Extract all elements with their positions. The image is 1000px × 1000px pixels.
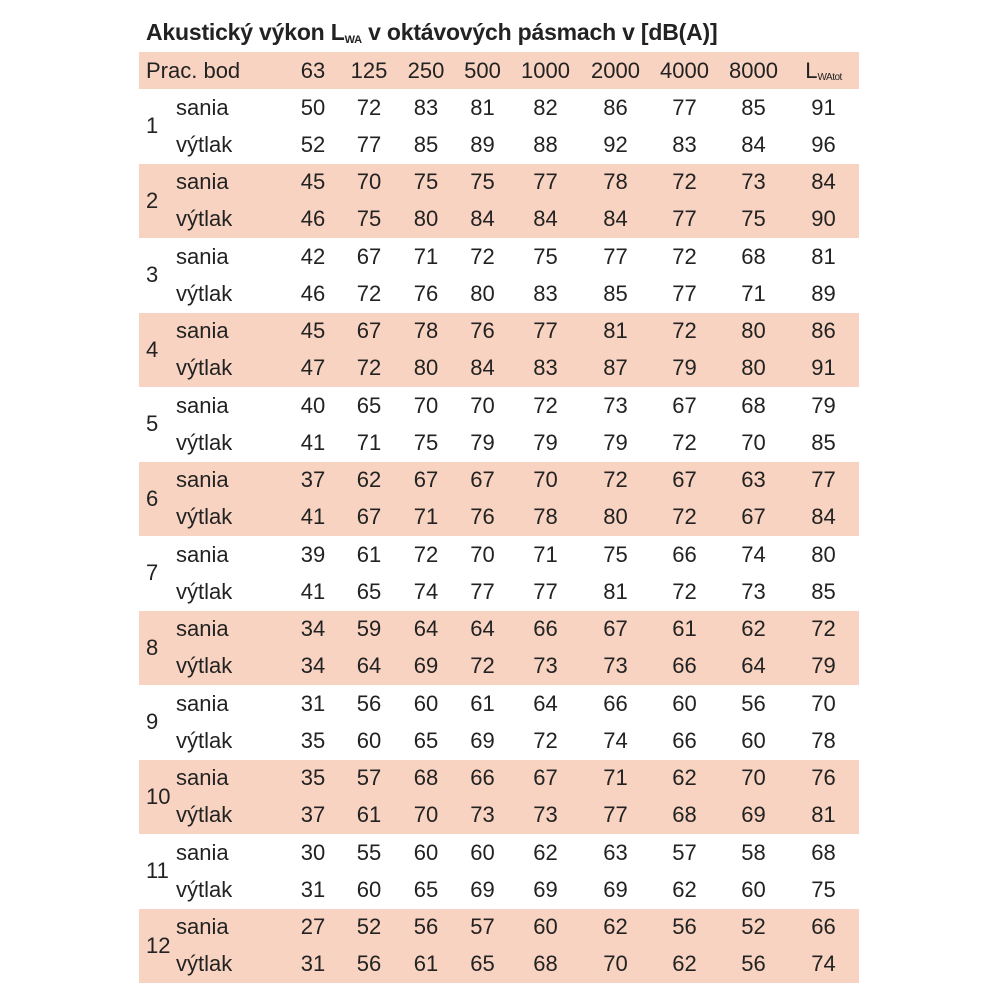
value-band-4000: 67	[672, 392, 697, 418]
value-band-8000: 63	[719, 462, 788, 499]
value-band-125: 67	[356, 243, 382, 269]
value-band-8000: 56	[719, 946, 788, 983]
value-band-63: 50	[300, 94, 326, 120]
value-band-500: 64	[455, 611, 510, 648]
value-band-125: 60	[356, 727, 382, 753]
working-point-number: 2	[139, 164, 175, 239]
working-point-number: 6	[139, 462, 175, 537]
value-band-8000: 71	[741, 280, 766, 306]
value-band-250: 65	[413, 727, 439, 753]
table-row-11-suction	[139, 834, 859, 871]
suction-label: sania	[175, 909, 285, 946]
value-total: 91	[788, 350, 859, 387]
value-total: 72	[788, 611, 859, 648]
value-band-63: 35	[285, 760, 341, 797]
value-total: 91	[811, 94, 836, 120]
value-band-8000: 73	[741, 578, 766, 604]
value-band-4000: 66	[672, 541, 697, 567]
value-band-8000: 68	[741, 392, 766, 418]
value-band-63: 47	[285, 350, 341, 387]
value-band-125: 56	[341, 946, 397, 983]
value-band-2000: 74	[603, 727, 628, 753]
value-band-125: 75	[341, 201, 397, 238]
value-band-250: 74	[413, 578, 439, 604]
discharge-label: výtlak	[176, 131, 233, 157]
table-row-7-suction	[139, 536, 859, 573]
value-band-500: 61	[470, 690, 495, 716]
value-band-500: 89	[470, 131, 495, 157]
value-band-4000: 72	[650, 313, 719, 350]
value-band-63: 34	[285, 648, 341, 685]
value-total: 77	[788, 462, 859, 499]
value-band-1000: 67	[510, 760, 581, 797]
header-band-250: 250	[397, 52, 455, 89]
value-band-8000: 60	[741, 727, 766, 753]
value-band-125: 60	[356, 876, 382, 902]
discharge-label: výtlak	[176, 727, 233, 753]
value-band-1000: 69	[533, 876, 558, 902]
value-band-125: 59	[341, 611, 397, 648]
value-band-4000: 68	[650, 797, 719, 834]
value-band-125: 65	[356, 392, 382, 418]
value-total: 76	[788, 760, 859, 797]
value-band-500: 73	[455, 797, 510, 834]
value-total: 75	[811, 876, 836, 902]
value-band-8000: 74	[741, 541, 766, 567]
value-total: 85	[811, 578, 836, 604]
suction-label: sania	[176, 541, 229, 567]
value-band-2000: 86	[603, 94, 628, 120]
value-band-63: 31	[285, 946, 341, 983]
discharge-label: výtlak	[176, 578, 233, 604]
value-band-500: 67	[455, 462, 510, 499]
discharge-label: výtlak	[176, 429, 233, 455]
value-band-500: 81	[470, 94, 495, 120]
value-band-2000: 87	[581, 350, 650, 387]
acoustic-power-table	[139, 52, 859, 983]
table-body	[139, 89, 859, 983]
value-total: 66	[788, 909, 859, 946]
value-band-1000: 72	[533, 392, 558, 418]
value-band-250: 80	[397, 350, 455, 387]
value-band-250: 85	[413, 131, 439, 157]
value-band-4000: 56	[650, 909, 719, 946]
value-band-4000: 66	[672, 727, 697, 753]
value-band-8000: 60	[741, 876, 766, 902]
value-band-8000: 70	[719, 760, 788, 797]
discharge-label: výtlak	[175, 499, 285, 536]
value-band-125: 57	[341, 760, 397, 797]
value-total: 84	[788, 164, 859, 201]
value-band-4000: 83	[672, 131, 697, 157]
value-band-250: 75	[413, 429, 439, 455]
value-band-1000: 77	[510, 313, 581, 350]
value-band-500: 84	[455, 350, 510, 387]
value-band-250: 75	[397, 164, 455, 201]
value-band-250: 68	[397, 760, 455, 797]
value-band-1000: 84	[510, 201, 581, 238]
table-row-5-suction	[139, 387, 859, 424]
value-band-2000: 81	[581, 313, 650, 350]
value-band-250: 71	[397, 499, 455, 536]
table-row-4-suction	[139, 313, 859, 350]
value-band-63: 31	[300, 876, 326, 902]
discharge-label: výtlak	[175, 946, 285, 983]
value-band-250: 83	[413, 94, 439, 120]
suction-label: sania	[176, 392, 229, 418]
value-band-8000: 68	[741, 243, 766, 269]
header-band-125: 125	[341, 52, 397, 89]
value-band-4000: 79	[650, 350, 719, 387]
title-suffix: v oktávových pásmach v [dB(A)]	[361, 19, 718, 45]
table-row-6-suction	[139, 462, 859, 499]
discharge-label: výtlak	[175, 797, 285, 834]
value-band-63: 37	[285, 462, 341, 499]
value-band-8000: 56	[741, 690, 766, 716]
value-band-4000: 62	[650, 760, 719, 797]
value-band-4000: 77	[672, 94, 697, 120]
value-band-8000: 58	[741, 839, 766, 865]
table-row-6-discharge	[139, 499, 859, 536]
value-band-125: 56	[356, 690, 382, 716]
value-band-1000: 88	[533, 131, 558, 157]
title-prefix: Akustický výkon L	[146, 19, 345, 45]
value-band-1000: 77	[533, 578, 558, 604]
value-band-4000: 60	[672, 690, 697, 716]
suction-label: sania	[175, 760, 285, 797]
value-band-250: 61	[397, 946, 455, 983]
header-total-subscript: WAtot	[817, 71, 842, 83]
value-total: 90	[788, 201, 859, 238]
value-band-250: 71	[413, 243, 439, 269]
value-band-500: 76	[455, 499, 510, 536]
value-band-63: 31	[300, 690, 326, 716]
value-band-4000: 57	[672, 839, 697, 865]
suction-label: sania	[175, 462, 285, 499]
value-band-125: 67	[341, 313, 397, 350]
header-row	[139, 52, 859, 89]
value-band-1000: 82	[533, 94, 558, 120]
value-band-8000: 73	[719, 164, 788, 201]
working-point-number: 9	[146, 709, 159, 735]
value-band-2000: 66	[603, 690, 628, 716]
value-band-500: 57	[455, 909, 510, 946]
table-row-3-discharge	[139, 275, 859, 312]
value-band-500: 70	[470, 541, 495, 567]
value-band-125: 77	[356, 131, 382, 157]
header-band-8000: 8000	[719, 52, 788, 89]
discharge-label: výtlak	[175, 201, 285, 238]
value-band-8000: 52	[719, 909, 788, 946]
value-band-250: 76	[413, 280, 439, 306]
suction-label: sania	[175, 611, 285, 648]
value-total: 81	[788, 797, 859, 834]
value-band-125: 72	[356, 280, 382, 306]
value-band-1000: 75	[533, 243, 558, 269]
value-total: 70	[811, 690, 836, 716]
value-band-250: 78	[397, 313, 455, 350]
value-band-63: 30	[300, 839, 326, 865]
value-band-125: 61	[341, 797, 397, 834]
value-band-125: 71	[356, 429, 382, 455]
value-band-2000: 72	[581, 462, 650, 499]
table-row-11-discharge	[139, 871, 859, 908]
suction-label: sania	[176, 94, 229, 120]
table-row-2-suction	[139, 164, 859, 201]
value-band-63: 42	[300, 243, 326, 269]
value-band-500: 72	[470, 243, 495, 269]
value-band-4000: 62	[650, 946, 719, 983]
value-band-2000: 92	[603, 131, 628, 157]
value-band-500: 70	[470, 392, 495, 418]
value-band-500: 69	[470, 727, 495, 753]
working-point-number: 4	[139, 313, 175, 388]
acoustic-power-panel	[139, 14, 859, 983]
value-band-125: 62	[341, 462, 397, 499]
table-row-9-discharge	[139, 722, 859, 759]
value-band-125: 64	[341, 648, 397, 685]
table-row-9-suction	[139, 685, 859, 722]
suction-label: sania	[175, 313, 285, 350]
value-total: 89	[811, 280, 836, 306]
value-band-2000: 63	[603, 839, 628, 865]
value-band-4000: 61	[650, 611, 719, 648]
value-band-4000: 72	[650, 499, 719, 536]
working-point-number: 11	[146, 858, 169, 884]
value-total: 74	[788, 946, 859, 983]
value-band-250: 70	[397, 797, 455, 834]
header-band-2000: 2000	[581, 52, 650, 89]
value-band-63: 52	[300, 131, 326, 157]
header-band-4000: 4000	[650, 52, 719, 89]
value-band-125: 70	[341, 164, 397, 201]
table-row-7-discharge	[139, 573, 859, 610]
value-band-2000: 69	[603, 876, 628, 902]
value-band-63: 41	[300, 578, 326, 604]
discharge-label: výtlak	[175, 648, 285, 685]
value-band-4000: 77	[650, 201, 719, 238]
table-title	[139, 14, 859, 52]
value-total: 84	[788, 499, 859, 536]
value-total: 81	[811, 243, 836, 269]
value-band-1000: 71	[533, 541, 558, 567]
value-band-2000: 79	[603, 429, 628, 455]
working-point-number: 8	[139, 611, 175, 686]
table-row-12-discharge	[139, 946, 859, 983]
value-band-2000: 84	[581, 201, 650, 238]
value-band-500: 84	[455, 201, 510, 238]
table-row-3-suction	[139, 238, 859, 275]
value-band-4000: 67	[650, 462, 719, 499]
value-band-63: 35	[300, 727, 326, 753]
header-band-500: 500	[455, 52, 510, 89]
value-band-1000: 77	[510, 164, 581, 201]
value-band-1000: 79	[533, 429, 558, 455]
value-band-500: 66	[455, 760, 510, 797]
working-point-number: 10	[139, 760, 175, 835]
value-band-63: 41	[300, 429, 326, 455]
value-band-250: 80	[397, 201, 455, 238]
table-row-2-discharge	[139, 201, 859, 238]
value-band-2000: 77	[603, 243, 628, 269]
value-band-2000: 80	[581, 499, 650, 536]
value-total: 96	[811, 131, 836, 157]
table-row-1-suction	[139, 89, 859, 126]
value-total: 78	[811, 727, 836, 753]
header-band-1000: 1000	[510, 52, 581, 89]
table-row-4-discharge	[139, 350, 859, 387]
value-band-500: 77	[470, 578, 495, 604]
value-band-250: 60	[413, 690, 439, 716]
value-band-2000: 70	[581, 946, 650, 983]
value-total: 79	[788, 648, 859, 685]
suction-label: sania	[175, 164, 285, 201]
value-band-500: 69	[470, 876, 495, 902]
value-band-1000: 78	[510, 499, 581, 536]
value-band-63: 37	[285, 797, 341, 834]
value-band-1000: 83	[533, 280, 558, 306]
value-band-4000: 72	[672, 243, 697, 269]
discharge-label: výtlak	[176, 876, 233, 902]
value-band-500: 76	[455, 313, 510, 350]
value-band-250: 65	[413, 876, 439, 902]
suction-label: sania	[176, 243, 229, 269]
value-total: 86	[788, 313, 859, 350]
value-band-2000: 75	[603, 541, 628, 567]
table-row-5-discharge	[139, 424, 859, 461]
value-band-63: 39	[300, 541, 326, 567]
table-row-8-discharge	[139, 648, 859, 685]
value-band-63: 34	[285, 611, 341, 648]
table-row-10-discharge	[139, 797, 859, 834]
value-band-2000: 71	[581, 760, 650, 797]
value-band-1000: 66	[510, 611, 581, 648]
table-row-1-discharge	[139, 126, 859, 163]
value-band-2000: 78	[581, 164, 650, 201]
value-band-250: 60	[413, 839, 439, 865]
value-band-125: 72	[341, 350, 397, 387]
value-band-63: 45	[285, 164, 341, 201]
value-band-250: 56	[397, 909, 455, 946]
value-band-125: 65	[356, 578, 382, 604]
value-band-125: 52	[341, 909, 397, 946]
discharge-label: výtlak	[176, 280, 233, 306]
value-band-8000: 80	[719, 313, 788, 350]
value-band-125: 61	[356, 541, 382, 567]
header-total	[788, 52, 859, 89]
working-point-number: 1	[146, 113, 159, 139]
value-band-500: 75	[455, 164, 510, 201]
value-band-500: 79	[470, 429, 495, 455]
value-band-250: 64	[397, 611, 455, 648]
value-band-8000: 75	[719, 201, 788, 238]
value-band-500: 65	[455, 946, 510, 983]
value-band-63: 46	[300, 280, 326, 306]
value-band-1000: 73	[510, 648, 581, 685]
value-band-8000: 69	[719, 797, 788, 834]
value-band-2000: 73	[603, 392, 628, 418]
value-band-63: 45	[285, 313, 341, 350]
value-band-2000: 85	[603, 280, 628, 306]
value-band-4000: 77	[672, 280, 697, 306]
value-band-4000: 66	[650, 648, 719, 685]
value-band-8000: 62	[719, 611, 788, 648]
value-band-63: 41	[285, 499, 341, 536]
value-band-125: 72	[356, 94, 382, 120]
value-band-500: 72	[455, 648, 510, 685]
value-total: 68	[811, 839, 836, 865]
header-working-point: Prac. bod	[139, 52, 285, 89]
value-band-2000: 81	[603, 578, 628, 604]
table-row-12-suction	[139, 909, 859, 946]
value-band-125: 55	[356, 839, 382, 865]
value-band-125: 67	[341, 499, 397, 536]
value-band-2000: 67	[581, 611, 650, 648]
value-total: 79	[811, 392, 836, 418]
value-band-1000: 68	[510, 946, 581, 983]
value-band-1000: 64	[533, 690, 558, 716]
value-band-2000: 62	[581, 909, 650, 946]
value-band-1000: 73	[510, 797, 581, 834]
value-band-1000: 70	[510, 462, 581, 499]
value-band-2000: 77	[581, 797, 650, 834]
value-total: 80	[811, 541, 836, 567]
value-band-63: 46	[285, 201, 341, 238]
value-band-63: 40	[300, 392, 326, 418]
value-band-4000: 72	[672, 578, 697, 604]
suction-label: sania	[176, 839, 229, 865]
suction-label: sania	[176, 690, 229, 716]
value-band-1000: 62	[533, 839, 558, 865]
value-total: 85	[811, 429, 836, 455]
value-band-8000: 84	[741, 131, 766, 157]
working-point-number: 5	[146, 411, 159, 437]
value-band-63: 27	[285, 909, 341, 946]
value-band-4000: 72	[672, 429, 697, 455]
header-total-prefix: L	[805, 57, 818, 83]
value-band-4000: 72	[650, 164, 719, 201]
value-band-2000: 73	[581, 648, 650, 685]
value-band-500: 80	[470, 280, 495, 306]
value-band-250: 70	[413, 392, 439, 418]
value-band-8000: 70	[741, 429, 766, 455]
header-band-63: 63	[285, 52, 341, 89]
working-point-number: 7	[146, 560, 159, 586]
working-point-number: 12	[139, 909, 175, 984]
value-band-8000: 67	[719, 499, 788, 536]
title-subscript: WA	[344, 34, 362, 46]
value-band-8000: 80	[719, 350, 788, 387]
value-band-1000: 83	[510, 350, 581, 387]
value-band-250: 72	[413, 541, 439, 567]
working-point-number: 3	[146, 262, 159, 288]
value-band-8000: 85	[741, 94, 766, 120]
table-row-10-suction	[139, 760, 859, 797]
value-band-250: 69	[397, 648, 455, 685]
value-band-4000: 62	[672, 876, 697, 902]
discharge-label: výtlak	[175, 350, 285, 387]
table-row-8-suction	[139, 611, 859, 648]
value-band-8000: 64	[719, 648, 788, 685]
value-band-500: 60	[470, 839, 495, 865]
value-band-1000: 72	[533, 727, 558, 753]
value-band-1000: 60	[510, 909, 581, 946]
value-band-250: 67	[397, 462, 455, 499]
